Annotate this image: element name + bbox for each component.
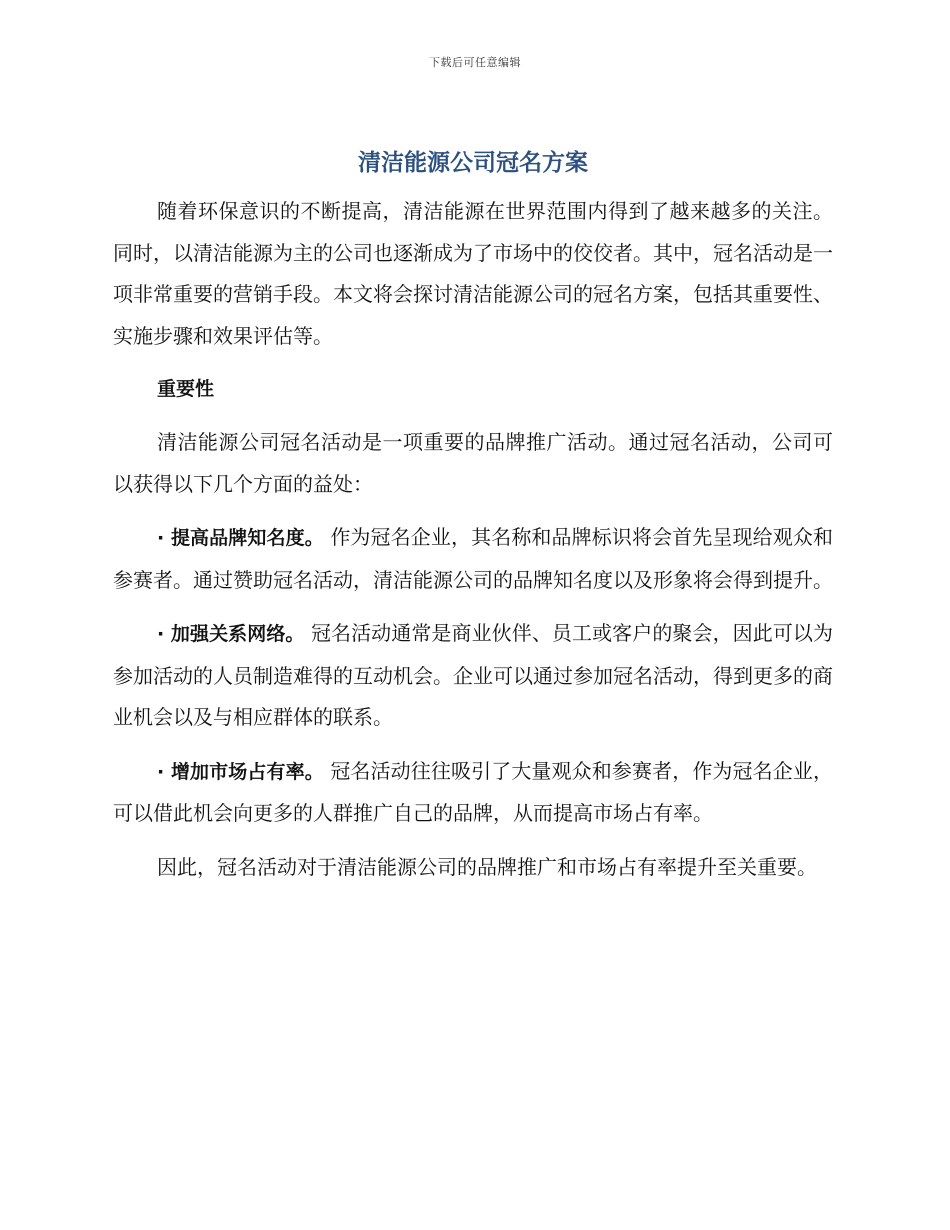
bullet-text: 作为冠名企业，其名称和品牌标识将会首先呈现给观众和参赛者。通过赞助冠名活动，清洁能源公司的品牌知名度以及形象将会得到提升。 (113, 525, 833, 592)
intro-paragraph: 随着环保意识的不断提高，清洁能源在世界范围内得到了越来越多的关注。同时，以清洁能源为主的公司也逐渐成为了市场中的佼佼者。其中，冠名活动是一项非常重要的营销手段。本文将会探讨清洁能源公司的冠名方案，包括其重要性、实施步骤和效果评估等。 (113, 199, 833, 348)
bullet-lead: · 加强关系网络。 (157, 623, 305, 645)
bullet-lead: · 增加市场占有率。 (157, 760, 324, 783)
header-note: 下载后可任意编辑 (429, 56, 521, 69)
bullet-text: 冠名活动通常是商业伙伴、员工或客户的聚会，因此可以为参加活动的人员制造难得的互动机会。企业可以通过参加冠名活动，得到更多的商业机会以及与相应群体的联系。 (113, 621, 833, 729)
bullet-text: 冠名活动往往吸引了大量观众和参赛者，作为冠名企业，可以借此机会向更多的人群推广自己的品牌，从而提高市场占有率。 (113, 758, 833, 825)
section-heading: 重要性 (157, 378, 215, 400)
bullet-paragraph (113, 751, 833, 835)
bullet-lead: · 提高品牌知名度。 (157, 527, 324, 549)
conclusion-paragraph: 因此，冠名活动对于清洁能源公司的品牌推广和市场占有率提升至关重要。 (157, 854, 817, 879)
bullet-paragraph (113, 517, 833, 601)
document-body (113, 143, 833, 900)
section-intro-paragraph: 清洁能源公司冠名活动是一项重要的品牌推广活动。通过冠名活动，公司可以获得以下几个方面的益处： (113, 430, 833, 496)
bullet-paragraph (113, 613, 833, 739)
document-title: 清洁能源公司冠名方案 (358, 150, 588, 176)
